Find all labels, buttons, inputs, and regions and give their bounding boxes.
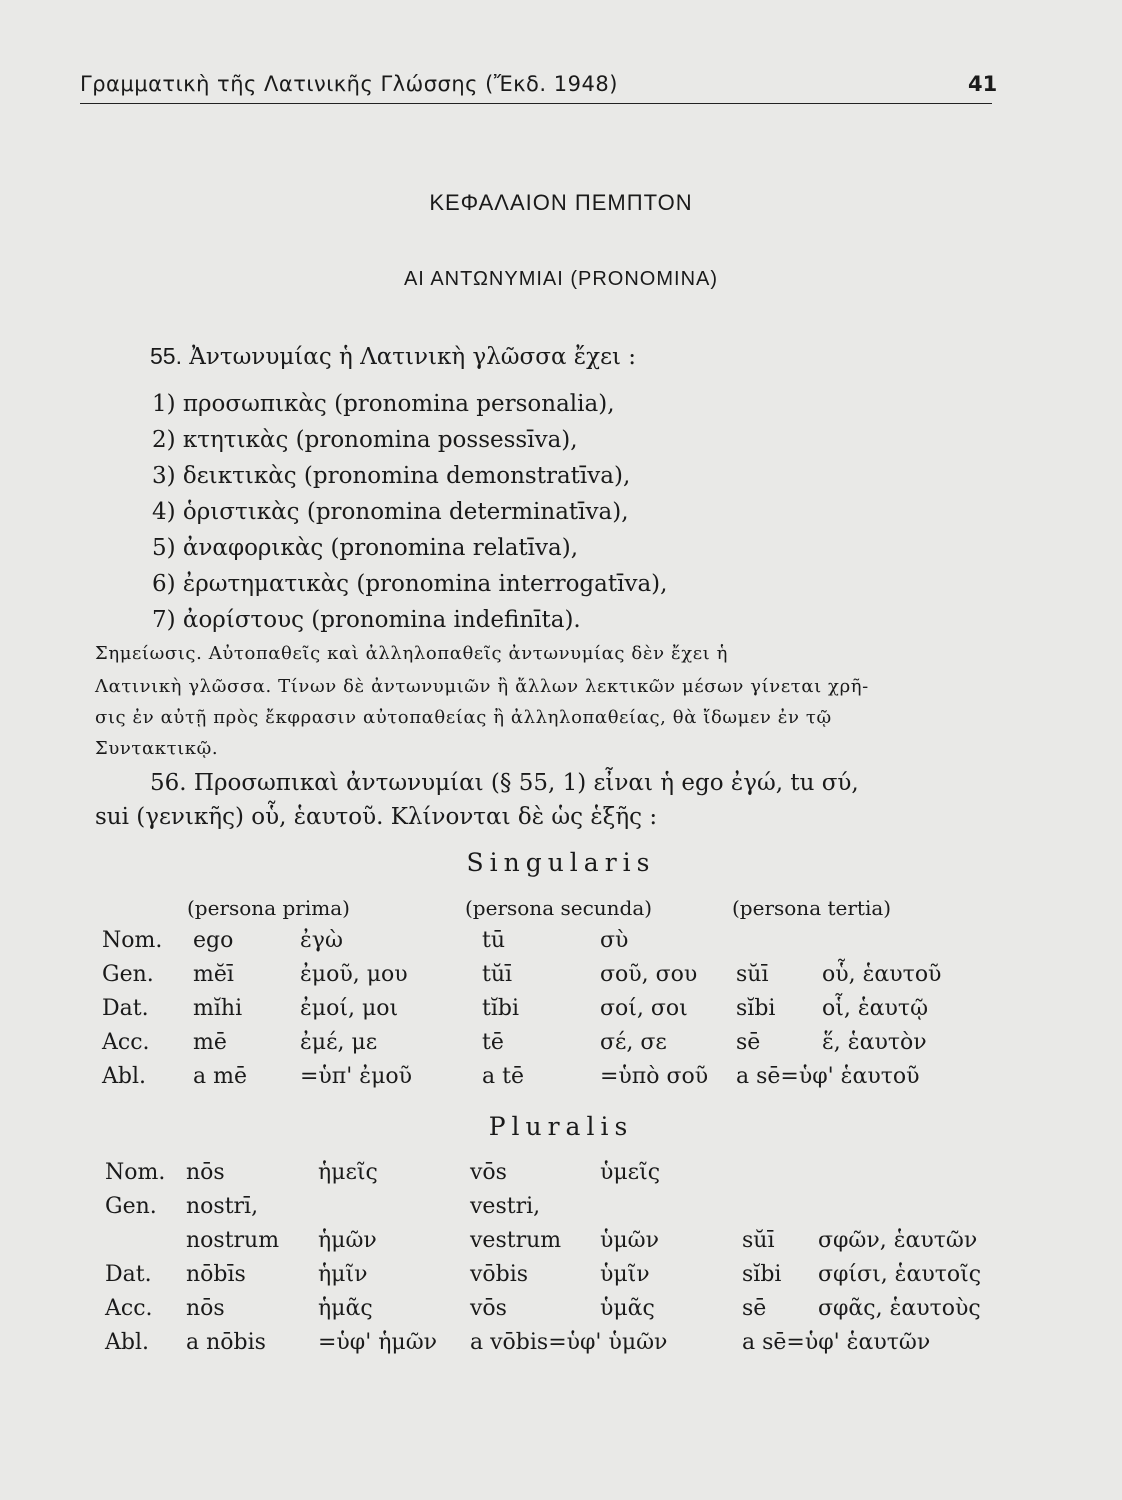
note-line: Συντακτικῷ. <box>95 738 219 759</box>
case-label: Nom. <box>102 928 163 953</box>
case-label: Dat. <box>105 1262 152 1287</box>
latin-form: a sē=ὑφ' ἑαυτῶν <box>742 1330 931 1355</box>
greek-form: σέ, σε <box>600 1030 667 1055</box>
note-line: Σημείωσις. Αὐτοπαθεῖς καὶ ἀλληλοπαθεῖς ἀντωνυμίας δὲν ἔχει ἡ <box>95 643 729 664</box>
greek-form: ἡμᾶς <box>318 1296 373 1321</box>
list-item: 1) προσωπικὰς (pronomina personalia), <box>152 391 615 417</box>
latin-form: ego <box>193 928 234 953</box>
greek-form: ὑμῖν <box>600 1262 650 1287</box>
greek-form: =ὑπὸ σοῦ <box>600 1064 709 1089</box>
case-label: Nom. <box>105 1160 166 1185</box>
singularis-heading: Singularis <box>466 848 656 877</box>
greek-form: σφᾶς, ἑαυτοὺς <box>818 1296 981 1321</box>
paragraph-55-intro <box>150 343 636 370</box>
greek-form: ἡμῶν <box>318 1228 377 1253</box>
paragraph-55-text: Ἀντωνυμίας ἡ Λατινικὴ γλῶσσα ἔχει : <box>189 344 637 370</box>
latin-form: tū <box>482 928 506 953</box>
latin-form: mē <box>193 1030 227 1055</box>
greek-form: ὑμᾶς <box>600 1296 655 1321</box>
column-header-tertia: (persona tertia) <box>732 896 892 920</box>
latin-form: vestri, <box>470 1194 541 1219</box>
greek-form: ἐμοῦ, μου <box>300 962 408 987</box>
case-label: Acc. <box>105 1296 153 1321</box>
pronoun-types-list <box>152 386 667 638</box>
case-label: Gen. <box>105 1194 157 1219</box>
latin-form: nōbīs <box>186 1262 246 1287</box>
list-item: 5) ἀναφορικὰς (pronomina relatīva), <box>152 535 579 561</box>
latin-form: sē <box>742 1296 767 1321</box>
latin-form: mĭhi <box>193 996 243 1021</box>
paragraph-number: 55. <box>150 343 182 369</box>
case-label: Abl. <box>102 1064 146 1089</box>
greek-form: ἡμῖν <box>318 1262 368 1287</box>
latin-form: mĕī <box>193 962 234 987</box>
greek-form: =ὑφ' ἡμῶν <box>318 1330 438 1355</box>
paragraph-56-line-1: 56. Προσωπικαὶ ἀντωνυμίαι (§ 55, 1) εἶναι ἡ ego ἐγώ, tu σύ, <box>150 770 859 796</box>
pluralis-heading: Pluralis <box>488 1112 634 1141</box>
latin-form: tŭī <box>482 962 513 987</box>
column-header-prima: (persona prima) <box>187 896 350 920</box>
latin-form: a tē <box>482 1064 524 1089</box>
list-item: 6) ἐρωτηματικὰς (pronomina interrogatīva), <box>152 571 668 597</box>
greek-form: ὑμῶν <box>600 1228 659 1253</box>
latin-form: nōs <box>186 1160 225 1185</box>
note-line: Λατινικὴ γλῶσσα. Τίνων δὲ ἀντωνυμιῶν ἢ ἄλλων λεκτικῶν μέσων γίνεται χρῆ- <box>95 676 869 697</box>
list-item: 2) κτητικὰς (pronomina possessīva), <box>152 427 578 453</box>
latin-form: sĭbi <box>736 996 776 1021</box>
latin-form: sē <box>736 1030 761 1055</box>
greek-form: ἐμοί, μοι <box>300 996 399 1021</box>
case-label: Acc. <box>102 1030 150 1055</box>
latin-form: vōs <box>470 1296 507 1321</box>
section-title: ΑΙ ΑΝΤΩΝΥΜΙΑΙ (PRONOMINA) <box>403 268 719 290</box>
latin-form: nostrī, <box>186 1194 259 1219</box>
greek-form: ἕ, ἑαυτὸν <box>822 1030 927 1055</box>
note-line: σις ἐν αὐτῇ πρὸς ἔκφρασιν αὐτοπαθείας ἢ ἀλληλοπαθείας, θὰ ἴδωμεν ἐν τῷ <box>95 707 832 728</box>
greek-form: σοί, σοι <box>600 996 688 1021</box>
column-header-secunda: (persona secunda) <box>465 896 653 920</box>
latin-form: nōs <box>186 1296 225 1321</box>
paragraph-56-line-2: sui (γενικῆς) οὗ, ἑαυτοῦ. Κλίνονται δὲ ὡς ἑξῆς : <box>95 804 658 830</box>
latin-form: sŭī <box>742 1228 775 1253</box>
latin-form: sŭī <box>736 962 769 987</box>
latin-form: vōbis <box>470 1262 529 1287</box>
latin-form: a nōbis <box>186 1330 266 1355</box>
greek-form: ὑμεῖς <box>600 1160 661 1185</box>
latin-form: tĭbi <box>482 996 519 1021</box>
latin-form: a mē <box>193 1064 247 1089</box>
greek-form: οἷ, ἑαυτῷ <box>822 996 929 1021</box>
case-label: Abl. <box>105 1330 149 1355</box>
case-label: Gen. <box>102 962 154 987</box>
latin-form: vestrum <box>470 1228 562 1253</box>
running-title: Γραμματικὴ τῆς Λατινικῆς Γλώσσης (Ἔκδ. 1948) <box>80 72 618 96</box>
chapter-heading: ΚΕΦΑΛΑΙΟΝ ΠΕΜΠΤΟΝ <box>429 190 693 215</box>
greek-form: σοῦ, σου <box>600 962 698 987</box>
case-label: Dat. <box>102 996 149 1021</box>
latin-form: a sē=ὑφ' ἑαυτοῦ <box>736 1064 920 1089</box>
greek-form: σφίσι, ἑαυτοῖς <box>818 1262 982 1287</box>
greek-form: =ὑπ' ἐμοῦ <box>300 1064 413 1089</box>
header-rule <box>80 103 992 104</box>
page-number: 41 <box>968 72 998 96</box>
latin-form: sĭbi <box>742 1262 782 1287</box>
greek-form: ἐγὼ <box>300 928 343 953</box>
greek-form: σὺ <box>600 928 629 953</box>
latin-form: nostrum <box>186 1228 280 1253</box>
greek-form: ἐμέ, με <box>300 1030 378 1055</box>
list-item: 4) ὁριστικὰς (pronomina determinatīva), <box>152 499 629 525</box>
latin-form: tē <box>482 1030 504 1055</box>
list-item: 7) ἀορίστους (pronomina indefinīta). <box>152 607 581 633</box>
greek-form: ἡμεῖς <box>318 1160 378 1185</box>
latin-form: a vōbis=ὑφ' ὑμῶν <box>470 1330 668 1355</box>
greek-form: σφῶν, ἑαυτῶν <box>818 1228 978 1253</box>
latin-form: vōs <box>470 1160 507 1185</box>
greek-form: οὗ, ἑαυτοῦ <box>822 962 942 987</box>
list-item: 3) δεικτικὰς (pronomina demonstratīva), <box>152 463 631 489</box>
